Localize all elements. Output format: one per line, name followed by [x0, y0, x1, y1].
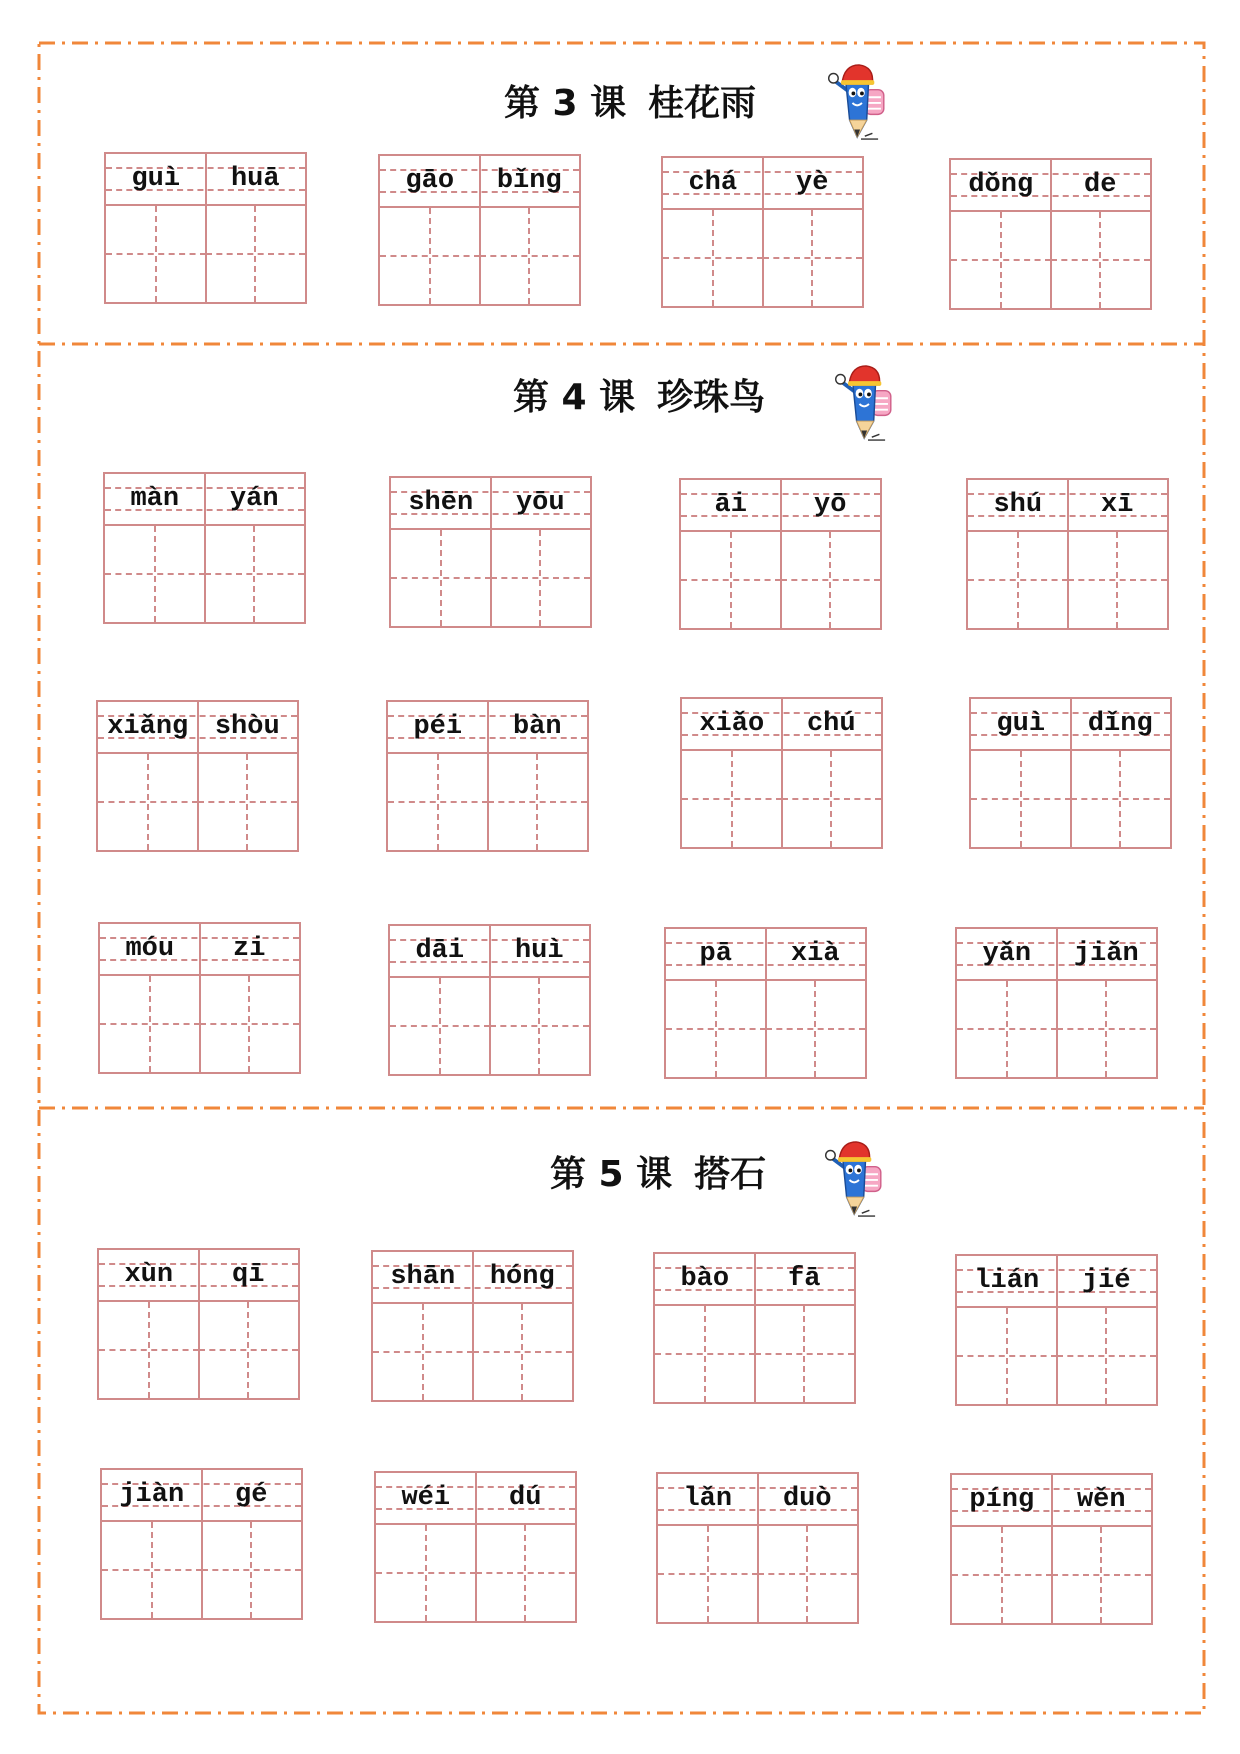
pinyin-syllable: xī — [1101, 490, 1134, 520]
character-cell — [968, 532, 1068, 628]
character-cell — [781, 532, 881, 628]
pinyin-syllable: píng — [969, 1485, 1035, 1515]
section-title — [550, 1153, 766, 1197]
writing-grid — [378, 154, 581, 306]
writing-grid — [949, 158, 1152, 310]
pinyin-row — [952, 1475, 1151, 1527]
pencil-mascot-icon — [830, 362, 906, 444]
pinyin-row — [968, 480, 1167, 532]
pinyin-syllable: gāo — [405, 166, 455, 196]
pencil-mascot-icon — [823, 61, 899, 143]
character-cell — [390, 978, 490, 1074]
character-cell — [658, 1526, 758, 1622]
pinyin-row — [655, 1254, 854, 1306]
pinyin-syllable: jiàn — [119, 1480, 185, 1510]
character-cell — [1071, 751, 1171, 847]
pinyin-syllable: lǎn — [683, 1484, 733, 1514]
writing-grid — [950, 1473, 1153, 1625]
lesson-title: 桂花雨 — [648, 83, 757, 124]
pinyin-syllable: bǐng — [496, 166, 562, 196]
pinyin-row — [951, 160, 1150, 212]
pinyin-syllable: dǐng — [1087, 709, 1153, 739]
pinyin-row — [391, 478, 590, 530]
character-cell — [380, 208, 480, 304]
character-cell — [766, 981, 866, 1077]
pinyin-syllable: duò — [782, 1484, 832, 1514]
character-cell — [1057, 1308, 1157, 1404]
writing-grid — [679, 478, 882, 630]
writing-grid — [98, 922, 301, 1074]
character-cell — [488, 754, 588, 850]
pinyin-syllable: shān — [390, 1262, 456, 1292]
pinyin-syllable: jié — [1081, 1266, 1131, 1296]
writing-grid — [103, 472, 306, 624]
pinyin-row — [99, 1250, 298, 1302]
pinyin-syllable: dāi — [415, 936, 465, 966]
pinyin-syllable: yán — [229, 484, 279, 514]
character-cell — [951, 212, 1051, 308]
pinyin-row — [388, 702, 587, 754]
pinyin-syllable: yōu — [515, 488, 565, 518]
character-cell — [106, 206, 206, 302]
character-cell — [391, 530, 491, 626]
pinyin-syllable: xiǎo — [699, 709, 765, 739]
pinyin-syllable: de — [1084, 170, 1117, 200]
pinyin-row — [957, 1256, 1156, 1308]
character-cell — [1052, 1527, 1152, 1623]
character-cell — [98, 754, 198, 850]
character-cell — [102, 1522, 202, 1618]
writing-grid — [374, 1471, 577, 1623]
pinyin-syllable: móu — [125, 934, 175, 964]
pinyin-syllable: dǒng — [968, 170, 1034, 200]
writing-grid — [100, 1468, 303, 1620]
pinyin-row — [663, 158, 862, 210]
writing-grid — [955, 1254, 1158, 1406]
pinyin-syllable: yō — [814, 490, 847, 520]
pinyin-syllable: huì — [514, 936, 564, 966]
pinyin-syllable: huā — [230, 164, 280, 194]
section-title — [513, 376, 765, 420]
pinyin-syllable: bào — [680, 1264, 730, 1294]
character-cell — [1068, 532, 1168, 628]
character-cell — [957, 1308, 1057, 1404]
pinyin-syllable: péi — [413, 712, 463, 742]
character-cell — [373, 1304, 473, 1400]
pinyin-syllable: dú — [509, 1483, 542, 1513]
pinyin-syllable: hóng — [489, 1262, 555, 1292]
writing-grid — [955, 927, 1158, 1079]
character-cell — [971, 751, 1071, 847]
pinyin-row — [376, 1473, 575, 1525]
character-cell — [952, 1527, 1052, 1623]
pinyin-syllable: bàn — [512, 712, 562, 742]
character-cell — [198, 754, 298, 850]
pinyin-syllable: guì — [131, 164, 181, 194]
character-cell — [105, 526, 205, 622]
pinyin-syllable: xiǎng — [107, 712, 189, 742]
pinyin-syllable: shú — [993, 490, 1043, 520]
character-cell — [490, 978, 590, 1074]
writing-grid — [680, 697, 883, 849]
pinyin-syllable: gé — [235, 1480, 268, 1510]
pinyin-row — [102, 1470, 301, 1522]
writing-grid — [966, 478, 1169, 630]
pinyin-syllable: yǎn — [982, 939, 1032, 969]
character-cell — [655, 1306, 755, 1402]
pinyin-row — [682, 699, 881, 751]
writing-grid — [96, 700, 299, 852]
pinyin-syllable: jiǎn — [1073, 939, 1139, 969]
writing-grid — [653, 1252, 856, 1404]
pinyin-row — [380, 156, 579, 208]
character-cell — [758, 1526, 858, 1622]
character-cell — [782, 751, 882, 847]
pinyin-row — [105, 474, 304, 526]
character-cell — [476, 1525, 576, 1621]
character-cell — [205, 526, 305, 622]
pinyin-syllable: shòu — [214, 712, 280, 742]
pinyin-syllable: shēn — [408, 488, 474, 518]
pinyin-row — [106, 154, 305, 206]
character-cell — [763, 210, 863, 306]
character-cell — [682, 751, 782, 847]
character-cell — [681, 532, 781, 628]
pinyin-syllable: xià — [790, 939, 840, 969]
writing-grid — [389, 476, 592, 628]
section-title — [504, 82, 756, 126]
pinyin-row — [373, 1252, 572, 1304]
character-cell — [376, 1525, 476, 1621]
character-cell — [480, 208, 580, 304]
writing-grid — [664, 927, 867, 1079]
pinyin-syllable: āi — [714, 490, 747, 520]
pinyin-syllable: pā — [699, 939, 732, 969]
pencil-mascot-icon — [820, 1138, 896, 1220]
character-cell — [1057, 981, 1157, 1077]
writing-grid — [656, 1472, 859, 1624]
character-cell — [666, 981, 766, 1077]
pinyin-row — [666, 929, 865, 981]
character-cell — [957, 981, 1057, 1077]
lesson-title: 珍珠鸟 — [657, 377, 766, 418]
character-cell — [491, 530, 591, 626]
writing-grid — [388, 924, 591, 1076]
pinyin-syllable: chá — [688, 168, 738, 198]
character-cell — [100, 976, 200, 1072]
character-cell — [1051, 212, 1151, 308]
character-cell — [99, 1302, 199, 1398]
lesson-number: 第 3 课 — [504, 83, 627, 124]
writing-grid — [386, 700, 589, 852]
writing-grid — [97, 1248, 300, 1400]
lesson-number: 第 4 课 — [513, 377, 636, 418]
pinyin-syllable: chú — [806, 709, 856, 739]
character-cell — [202, 1522, 302, 1618]
character-cell — [663, 210, 763, 306]
pinyin-syllable: xùn — [124, 1260, 174, 1290]
pinyin-row — [658, 1474, 857, 1526]
pinyin-syllable: màn — [130, 484, 180, 514]
pinyin-row — [100, 924, 299, 976]
character-cell — [200, 976, 300, 1072]
pinyin-syllable: zi — [233, 934, 266, 964]
writing-grid — [969, 697, 1172, 849]
writing-grid — [371, 1250, 574, 1402]
character-cell — [388, 754, 488, 850]
character-cell — [199, 1302, 299, 1398]
pinyin-syllable: qī — [232, 1260, 265, 1290]
lesson-title: 搭石 — [694, 1154, 767, 1195]
pinyin-row — [390, 926, 589, 978]
character-cell — [473, 1304, 573, 1400]
writing-grid — [661, 156, 864, 308]
pinyin-row — [971, 699, 1170, 751]
pinyin-row — [957, 929, 1156, 981]
writing-grid — [104, 152, 307, 304]
lesson-number: 第 5 课 — [550, 1154, 673, 1195]
pinyin-syllable: wéi — [401, 1483, 451, 1513]
pinyin-syllable: lián — [974, 1266, 1040, 1296]
pinyin-row — [98, 702, 297, 754]
pinyin-row — [681, 480, 880, 532]
pinyin-syllable: fā — [788, 1264, 821, 1294]
character-cell — [755, 1306, 855, 1402]
pinyin-syllable: guì — [996, 709, 1046, 739]
pinyin-syllable: wěn — [1076, 1485, 1126, 1515]
character-cell — [206, 206, 306, 302]
pinyin-syllable: yè — [796, 168, 829, 198]
